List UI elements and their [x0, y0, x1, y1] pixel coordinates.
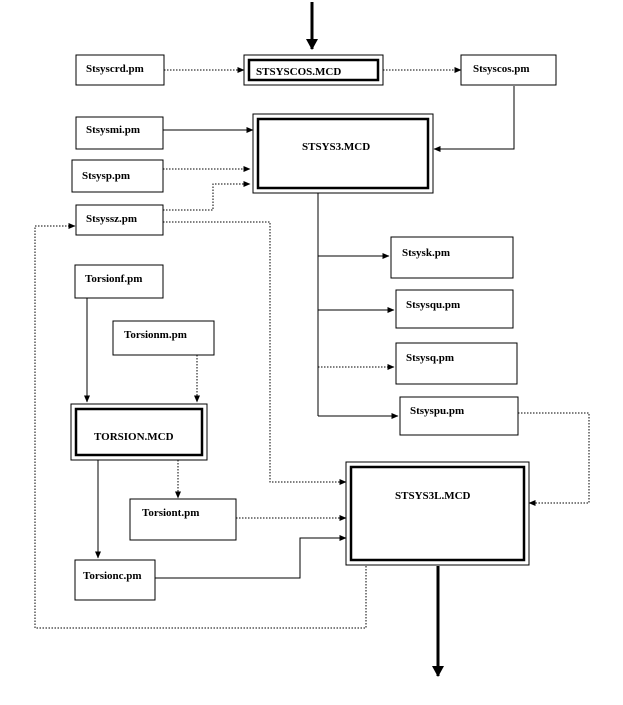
node-label: Stsysmi.pm	[86, 124, 141, 136]
node-label: Torsiont.pm	[142, 507, 200, 519]
connector-torsionc-to-stsys3l	[155, 538, 346, 578]
node-label: Torsionf.pm	[85, 273, 143, 285]
node-stsysqu-pm	[396, 290, 513, 328]
node-torsiont-pm	[130, 499, 236, 540]
node-stsyscos-mcd	[244, 55, 383, 85]
node-stsyscos-pm	[461, 55, 556, 85]
node-stsyspu-pm	[400, 397, 518, 435]
node-label: STSYS3L.MCD	[395, 490, 471, 502]
node-torsion-mcd	[71, 404, 207, 460]
node-stsysp-pm	[72, 160, 163, 192]
connector-stsyscos-pm-to-stsys3	[434, 86, 514, 149]
node-stsyssz-pm	[76, 205, 163, 235]
node-stsys3l-mcd	[346, 462, 529, 565]
node-label: Stsysq.pm	[406, 352, 454, 364]
node-stsysq-pm	[396, 343, 517, 384]
node-stsyscrd-pm	[76, 55, 164, 85]
node-torsionf-pm	[75, 265, 163, 298]
node-torsionm-pm	[113, 321, 214, 355]
node-label: Stsyssz.pm	[86, 213, 138, 225]
node-label: Stsyspu.pm	[410, 405, 465, 417]
nodes	[71, 55, 556, 600]
node-stsysk-pm	[391, 237, 513, 278]
node-torsionc-pm	[75, 560, 155, 600]
node-label: Torsionc.pm	[83, 570, 142, 582]
node-label: Stsyscrd.pm	[86, 63, 144, 75]
node-label: Stsysqu.pm	[406, 299, 461, 311]
node-label: TORSION.MCD	[94, 431, 174, 443]
node-label: STSYSCOS.MCD	[256, 66, 342, 78]
node-label: STSYS3.MCD	[302, 141, 371, 153]
node-stsysmi-pm	[76, 117, 163, 149]
node-label: Stsysp.pm	[82, 170, 130, 182]
node-label: Stsysk.pm	[402, 247, 450, 259]
connector-stsyssz-to-stsys3	[163, 184, 250, 210]
node-label: Stsyscos.pm	[473, 63, 530, 75]
node-label: Torsionm.pm	[124, 329, 187, 341]
node-stsys3-mcd	[253, 114, 433, 193]
